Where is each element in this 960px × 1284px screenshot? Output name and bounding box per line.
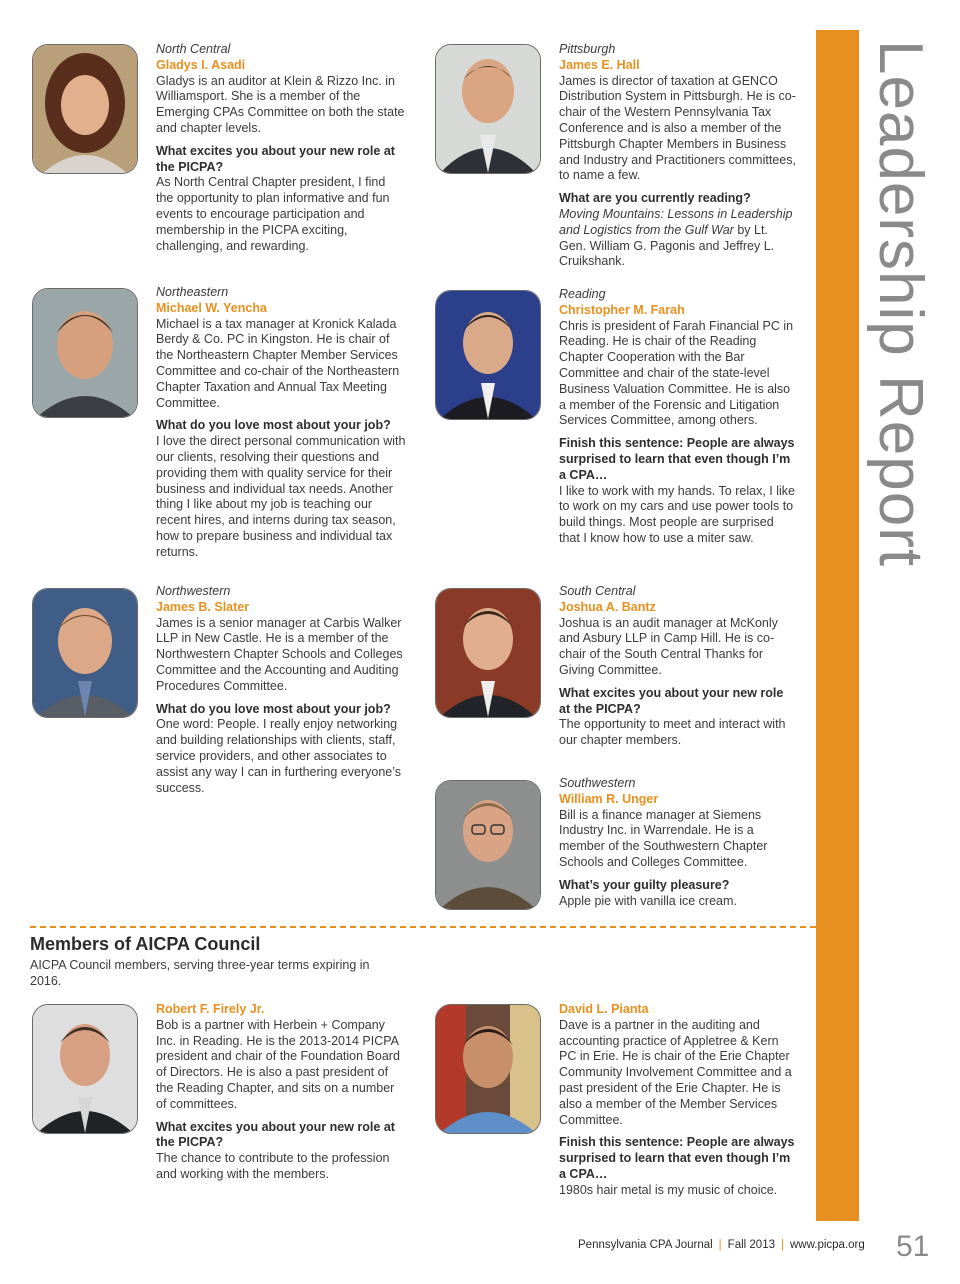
portrait-image [33, 589, 137, 717]
profile-answer: I like to work with my hands. To relax, I like to work on my cars and use power tools to build things. Most people are surprised that I know how to use a miter saw. [559, 483, 795, 545]
profile-bio: Michael is a tax manager at Kronick Kalada Berdy & Co. PC in Kingston. He is chair of the Northeastern Chapter Member Services Committee and co-chair of the Northeastern Chapter Taxation and Annual Tax Meeting Committee. [156, 316, 400, 410]
profile-name: James B. Slater [156, 599, 250, 614]
photo-william-unger [435, 780, 541, 910]
dashed-divider [30, 926, 816, 928]
profile-region: Northeastern [156, 285, 229, 299]
footer-separator: | [780, 1239, 784, 1251]
council-heading: Members of AICPA Council [30, 934, 261, 954]
profile-region: Pittsburgh [559, 42, 616, 56]
profile-gladys-asadi [156, 42, 406, 254]
portrait-image [33, 289, 137, 417]
portrait-image [33, 1005, 137, 1133]
profile-question: What excites you about your new role at the PICPA? [559, 685, 784, 716]
profile-name: William R. Unger [559, 791, 659, 806]
profile-christopher-farah [559, 287, 797, 547]
profile-joshua-bantz [559, 584, 797, 749]
profile-bio: Bob is a partner with Herbein + Company Inc. in Reading. He is the 2013-2014 PICPA president and chair of the Foundation Board of Directors. He is also a past president of the Reading Chapter, and sits on a number of committees. [156, 1017, 400, 1111]
profile-region: Reading [559, 287, 606, 301]
profile-answer: The opportunity to meet and interact with our chapter members. [559, 717, 786, 748]
profile-bio: Bill is a finance manager at Siemens Industry Inc. in Warrendale. He is a member of the Southwestern Chapter Schools and Colleges Committee. [559, 807, 768, 869]
profile-name: Michael W. Yencha [156, 300, 267, 315]
section-title-text: Leadership Report [866, 40, 935, 568]
profile-question: What excites you about your new role at the PICPA? [156, 1119, 395, 1150]
council-subtitle: AICPA Council members, serving three-year terms expiring in 2016. [30, 958, 370, 988]
footer-website[interactable]: www.picpa.org [789, 1239, 865, 1251]
photo-james-hall [435, 44, 541, 174]
profile-michael-yencha [156, 285, 406, 561]
portrait-image [436, 589, 540, 717]
profile-region: Northwestern [156, 584, 231, 598]
section-title [862, 40, 942, 568]
profile-answer: As North Central Chapter president, I find the opportunity to plan informative and fun events to encourage participation and membership in the PICPA exciting, challenging, and rewarding. [156, 175, 390, 253]
profile-question: What are you currently reading? [559, 191, 751, 206]
profile-name: James E. Hall [559, 57, 640, 72]
book-authors: by Lt. Gen. William G. Pagonis and Jeffrey L. Cruikshank. [559, 222, 775, 269]
profile-answer: I love the direct personal communication with our clients, resolving their questions and providing them with quality service for their business and individual tax needs. Another thing I like about my job is teaching our recent hires, and interns during tax season, how to prepare business and individual tax returns. [156, 434, 406, 559]
profile-david-pianta [559, 1002, 799, 1199]
portrait-image [33, 45, 137, 173]
photo-robert-firely [32, 1004, 138, 1134]
portrait-image [436, 45, 540, 173]
profile-question: What do you love most about your job? [156, 418, 391, 433]
photo-joshua-bantz [435, 588, 541, 718]
profile-bio: Chris is president of Farah Financial PC in Reading. He is chair of the Reading Chapter Cooperation with the Bar Committee and chair of the state-level Business Valuation Committee. He is also a member of the Forensic and Litigation Services Committee, among others. [559, 318, 794, 428]
footer-journal: Pennsylvania CPA Journal [578, 1239, 713, 1251]
portrait-image [436, 291, 540, 419]
profile-question: Finish this sentence: People are always surprised to learn that even though I’m a CPA… [559, 1135, 795, 1181]
profile-robert-firely [156, 1002, 406, 1183]
profile-region: North Central [156, 42, 231, 56]
profile-question: Finish this sentence: People are always surprised to learn that even though I’m a CPA… [559, 436, 795, 482]
profile-bio: Gladys is an auditor at Klein & Rizzo Inc. in Williamsport. She is a member of the Emerging CPAs Committee on both the state and chapter levels. [156, 73, 405, 135]
profile-bio: James is a senior manager at Carbis Walker LLP in New Castle. He is a member of the Northwestern Chapter Schools and Colleges Committee and the Accounting and Auditing Procedures Committee. [156, 615, 403, 693]
profile-answer: One word: People. I really enjoy networking and building relationships with clients, staff, service providers, and other associates to assist any way I can in furthering everyone’s success. [156, 717, 402, 795]
profile-william-unger [559, 776, 797, 909]
profile-name: Joshua A. Bantz [559, 599, 656, 614]
profile-name: David L. Pianta [559, 1002, 649, 1016]
photo-michael-yencha [32, 288, 138, 418]
page-number: 51 [896, 1230, 930, 1263]
profile-james-hall [559, 42, 797, 270]
profile-answer: The chance to contribute to the profession and working with the members. [156, 1151, 390, 1181]
portrait-image [436, 781, 540, 909]
profile-answer [559, 207, 797, 270]
footer-separator: | [718, 1239, 722, 1251]
photo-gladys-asadi [32, 44, 138, 174]
photo-christopher-farah [435, 290, 541, 420]
footer-issue: Fall 2013 [727, 1239, 775, 1251]
profile-question: What’s your guilty pleasure? [559, 877, 730, 892]
profile-region: Southwestern [559, 776, 636, 790]
profile-name: Gladys I. Asadi [156, 57, 246, 72]
profile-bio: Joshua is an audit manager at McKonly and Asbury LLP in Camp Hill. He is co-chair of the South Central Thanks for Giving Committee. [559, 615, 778, 677]
profile-bio: Dave is a partner in the auditing and accounting practice of Appletree & Kern PC in Erie. He is chair of the Erie Chapter Community Involvement Committee and a past president of the Erie Chapter. He is also a member of the Member Services Committee. [559, 1017, 792, 1127]
photo-david-pianta [435, 1004, 541, 1134]
profile-bio: James is director of taxation at GENCO Distribution System in Pittsburgh. He is co-chair of the Western Pennsylvania Tax Conference and is also a member of the Pittsburgh Chapter Members in Business and Industry and Practitioners committees, to name a few. [559, 73, 796, 183]
profile-answer: 1980s hair metal is my music of choice. [559, 1182, 778, 1197]
profile-region: South Central [559, 584, 636, 598]
profile-james-slater [156, 584, 406, 796]
orange-sidebar-bar [816, 30, 859, 1221]
profile-question: What excites you about your new role at the PICPA? [156, 143, 395, 174]
portrait-image [436, 1005, 540, 1133]
profile-answer: Apple pie with vanilla ice cream. [559, 893, 737, 908]
profile-name: Robert F. Firely Jr. [156, 1002, 265, 1016]
page-footer [578, 1239, 865, 1251]
photo-james-slater [32, 588, 138, 718]
profile-question: What do you love most about your job? [156, 701, 391, 716]
profile-name: Christopher M. Farah [559, 302, 685, 317]
book-title: Moving Mountains: Lessons in Leadership and Logistics from the Gulf War [559, 206, 793, 237]
